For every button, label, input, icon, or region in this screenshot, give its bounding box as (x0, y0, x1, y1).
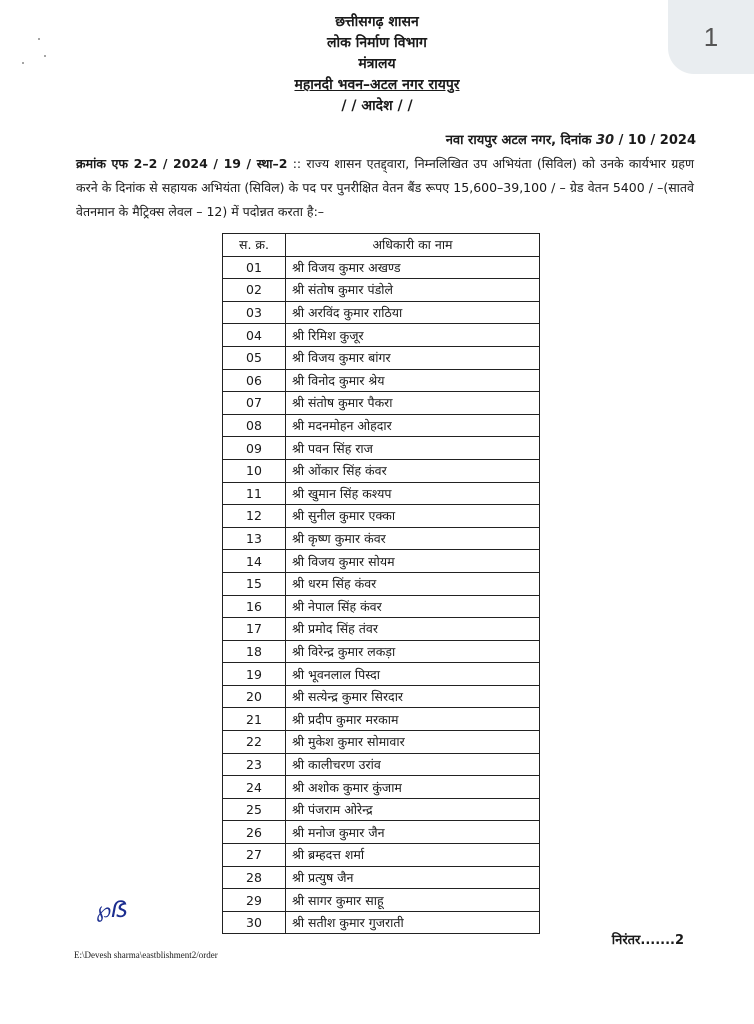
officer-name: श्री विजय कुमार सोयम (286, 550, 540, 573)
officer-name: श्री प्रदीप कुमार मरकाम (286, 708, 540, 731)
dateline (446, 130, 696, 148)
officer-name: श्री पंजराम ओरेन्द्र (286, 798, 540, 821)
officer-name: श्री पवन सिंह राज (286, 437, 540, 460)
officer-name: श्री मदनमोहन ओहदार (286, 414, 540, 437)
officer-name: श्री नेपाल सिंह कंवर (286, 595, 540, 618)
serial-number: 03 (223, 301, 286, 324)
table-header-row (223, 234, 540, 257)
dateline-rest: / 10 / 2024 (618, 133, 696, 148)
officer-name: श्री ब्रम्हदत्त शर्मा (286, 844, 540, 867)
serial-number: 14 (223, 550, 286, 573)
table-row (223, 369, 540, 392)
serial-number: 10 (223, 459, 286, 482)
table-row (223, 527, 540, 550)
table-row (223, 392, 540, 415)
table-row (223, 685, 540, 708)
serial-number: 02 (223, 279, 286, 302)
serial-number: 21 (223, 708, 286, 731)
officer-name: श्री खुमान सिंह कश्यप (286, 482, 540, 505)
officer-name: श्री अशोक कुमार कुंजाम (286, 776, 540, 799)
table-row (223, 731, 540, 754)
officer-name: श्री सागर कुमार साहू (286, 889, 540, 912)
serial-number: 17 (223, 618, 286, 641)
officer-name: श्री विजय कुमार बांगर (286, 346, 540, 369)
officer-name: श्री प्रत्युष जैन (286, 866, 540, 889)
table-row (223, 753, 540, 776)
signature: ℘ẞ (96, 898, 129, 923)
serial-number: 08 (223, 414, 286, 437)
serial-number: 29 (223, 889, 286, 912)
serial-number: 24 (223, 776, 286, 799)
page-number-badge: 1 (668, 0, 754, 74)
officer-name: श्री कालीचरण उरांव (286, 753, 540, 776)
officer-name: श्री विजय कुमार अखण्ड (286, 256, 540, 279)
office-address: महानदी भवन–अटल नगर रायपुर (294, 77, 460, 93)
serial-number: 23 (223, 753, 286, 776)
continued-note: निरंतर.......2 (611, 933, 684, 948)
table-row (223, 346, 540, 369)
table-row (223, 889, 540, 912)
serial-number: 04 (223, 324, 286, 347)
table-row (223, 595, 540, 618)
officer-name: श्री प्रमोद सिंह तंवर (286, 618, 540, 641)
table-row (223, 414, 540, 437)
serial-number: 07 (223, 392, 286, 415)
serial-number: 09 (223, 437, 286, 460)
officer-name: श्री सुनील कुमार एक्का (286, 505, 540, 528)
table-row (223, 663, 540, 686)
order-paragraph (76, 152, 694, 224)
ministry-label: मंत्रालय (358, 56, 396, 72)
officer-name: श्री संतोष कुमार पैकरा (286, 392, 540, 415)
officer-name: श्री विनोद कुमार श्रेय (286, 369, 540, 392)
table-row (223, 256, 540, 279)
serial-number: 30 (223, 911, 286, 934)
table-row (223, 640, 540, 663)
table-row (223, 279, 540, 302)
officer-name: श्री मनोज कुमार जैन (286, 821, 540, 844)
letterhead (0, 12, 754, 117)
serial-number: 12 (223, 505, 286, 528)
dateline-prefix: नवा रायपुर अटल नगर, दिनांक (445, 133, 592, 148)
serial-number: 25 (223, 798, 286, 821)
officer-name: श्री अरविंद कुमार राठिया (286, 301, 540, 324)
serial-number: 28 (223, 866, 286, 889)
order-reference: क्रमांक एफ 2–2 / 2024 / 19 / स्था–2 (76, 156, 288, 171)
table-row (223, 911, 540, 934)
officers-table (222, 233, 540, 934)
serial-number: 11 (223, 482, 286, 505)
table-row (223, 459, 540, 482)
table-row (223, 482, 540, 505)
officer-name: श्री मुकेश कुमार सोमावार (286, 731, 540, 754)
officer-name: श्री विरेन्द्र कुमार लकड़ा (286, 640, 540, 663)
officer-name: श्री संतोष कुमार पंडोले (286, 279, 540, 302)
table-row (223, 844, 540, 867)
dateline-day: 30 (596, 133, 615, 148)
govt-name: छत्तीसगढ़ शासन (335, 14, 419, 30)
officer-name: श्री रिमिश कुजूर (286, 324, 540, 347)
serial-number: 13 (223, 527, 286, 550)
table-row (223, 437, 540, 460)
serial-number: 27 (223, 844, 286, 867)
officer-name: श्री कृष्ण कुमार कंवर (286, 527, 540, 550)
serial-number: 05 (223, 346, 286, 369)
serial-number: 20 (223, 685, 286, 708)
file-path: E:\Devesh sharma\eastblishment2/order (74, 950, 218, 960)
table-row (223, 821, 540, 844)
table-row (223, 708, 540, 731)
serial-number: 22 (223, 731, 286, 754)
officer-name: श्री भूवनलाल पिस्दा (286, 663, 540, 686)
serial-number: 01 (223, 256, 286, 279)
order-title: / / आदेश / / (341, 98, 413, 114)
table-row (223, 572, 540, 595)
table-row (223, 324, 540, 347)
table-row (223, 550, 540, 573)
serial-number: 26 (223, 821, 286, 844)
serial-number: 19 (223, 663, 286, 686)
name-header: अधिकारी का नाम (286, 234, 540, 257)
serial-number: 16 (223, 595, 286, 618)
table-row (223, 866, 540, 889)
table-row (223, 618, 540, 641)
table-row (223, 505, 540, 528)
order-text: :: राज्य शासन एतद्द्वारा, निम्नलिखित उप अभियंता (सिविल) को उनके कार्यभार ग्रहण करने के दिनांक से सहायक अभियंता (सिविल) के पद पर पुनरीक्षित वेतन बैंड रूपए 15,600–39,100 / – ग्रेड वेतन 5400 / –(सातवे वेतनमान के मैट्रिक्स लेवल – 12) में पदोन्नत करता है:– (76, 156, 694, 219)
table-row (223, 301, 540, 324)
serial-number: 06 (223, 369, 286, 392)
department-name: लोक निर्माण विभाग (327, 35, 427, 51)
table-row (223, 776, 540, 799)
officer-name: श्री धरम सिंह कंवर (286, 572, 540, 595)
officer-name: श्री सत्येन्द्र कुमार सिरदार (286, 685, 540, 708)
table-row (223, 798, 540, 821)
table-body (223, 256, 540, 934)
serial-number: 15 (223, 572, 286, 595)
serial-number: 18 (223, 640, 286, 663)
serial-header: स. क्र. (223, 234, 286, 257)
officer-name: श्री ओंकार सिंह कंवर (286, 459, 540, 482)
officer-name: श्री सतीश कुमार गुजराती (286, 911, 540, 934)
